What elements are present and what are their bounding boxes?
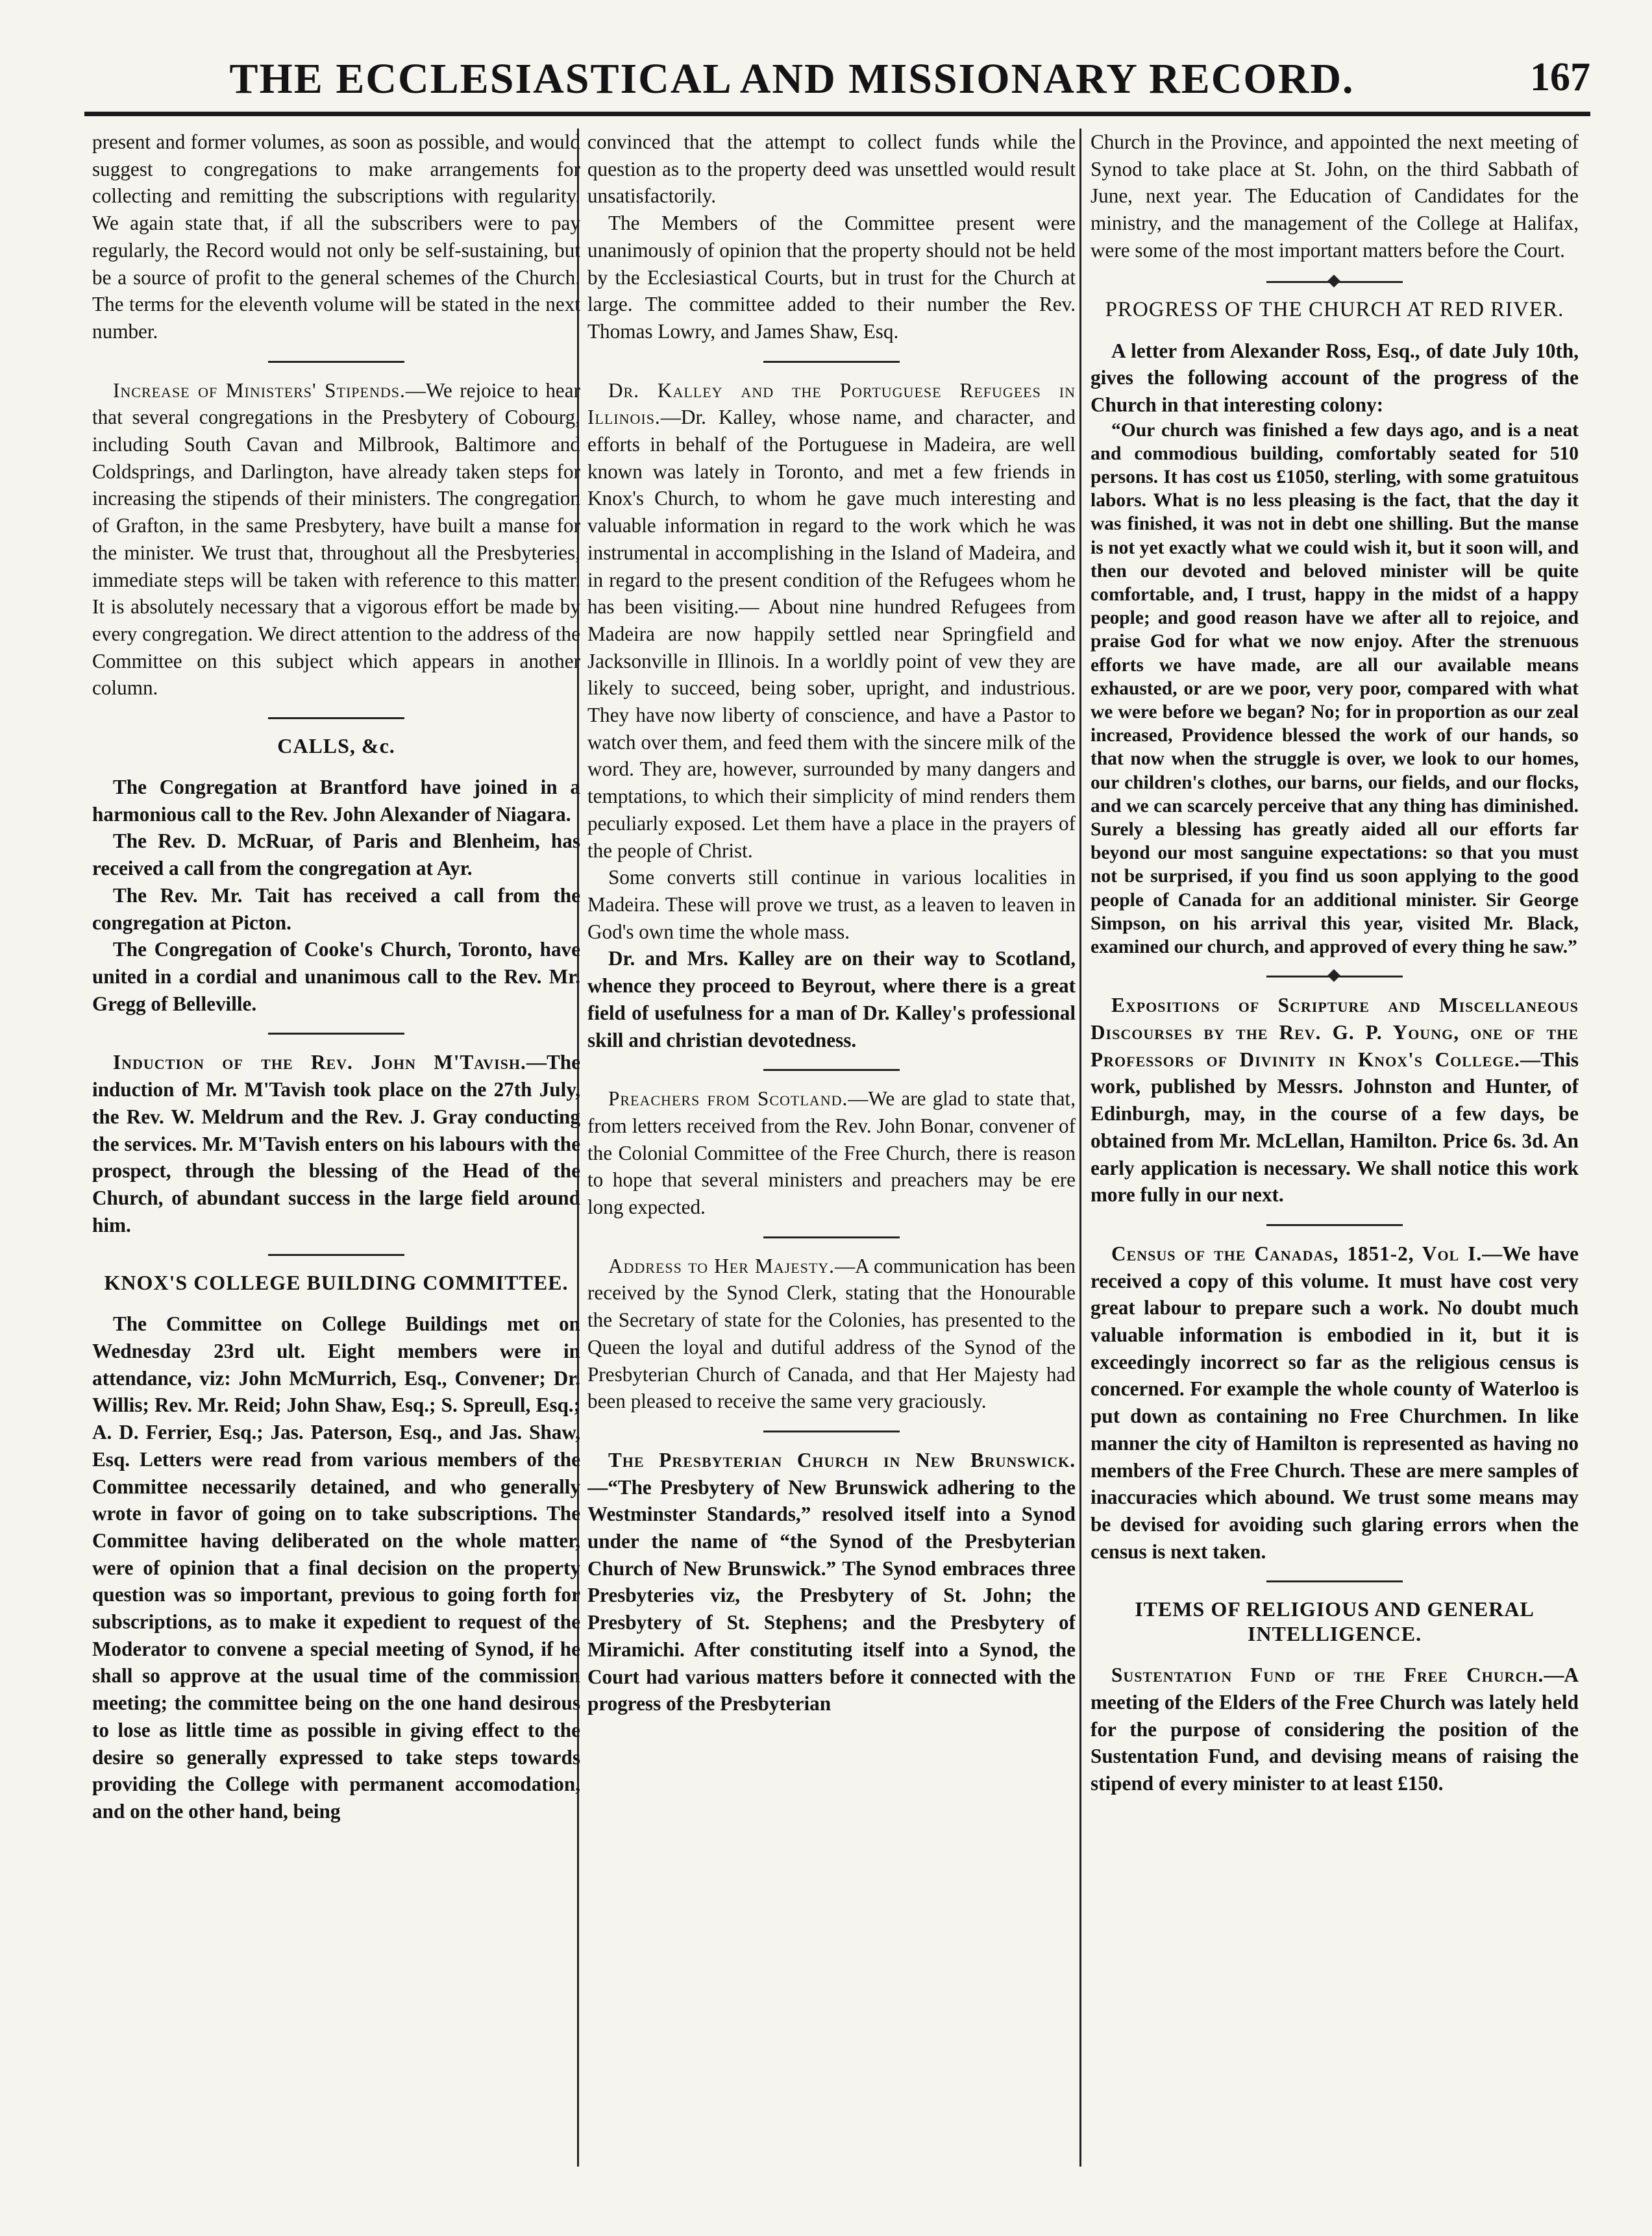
article-title: Address to Her Majesty.: [608, 1254, 835, 1277]
paragraph: A letter from Alexander Ross, Esq., of date July 10th, gives the following account of the progress of the Church in that interesting colony:: [1091, 339, 1579, 416]
section-divider: [763, 361, 900, 363]
article-expositions: [1091, 992, 1579, 1209]
article-body: —We have received a copy of this volume. It must have cost very great labour to prepare such a work. No doubt much valuable information is embodied in it, but it is exceedingly incorrect so far as the religious census is concerned. For example the whole county of Waterloo is put down as containing no Free Churchmen. In like manner the city of Hamilton is represented as having no members of the Free Church. These are mere samples of inaccuracies which abound. We trust some means may be devised for avoiding such glaring errors when the census is next taken.: [1091, 1242, 1579, 1563]
section-divider: [763, 1069, 900, 1071]
section-divider: [1266, 1224, 1403, 1226]
article-kalley: [587, 377, 1076, 865]
paragraph: present and former volumes, as soon as possible, and would suggest to congregations to make arrangements for collecting and remitting the subscriptions with regularity. We again state that, if all the subscribers were to pay regularly, the Record would not only be self-sustaining, but be a source of profit to the general schemes of the Church. The terms for the eleventh volume will be stated in the next number.: [92, 130, 580, 343]
paragraph: The Committee on College Buildings met on Wednesday 23rd ult. Eight members were in attendance, viz: John McMurrich, Esq., Convener; Dr. Willis; Rev. Mr. Reid; John Shaw, Esq.; S. Spreull, Esq.; A. D. Ferrier, Esq.; Jas. Paterson, Esq., and Jas. Shaw, Esq. Letters were read from various members of the Committee necessarily detained, and who generally wrote in favor of going on to take subscriptions. The Committee having deliberated on the whole matter, were of opinion that a final decision on the property question was so important, previous to going forth for subscriptions, as to make it expedient to request of the Moderator to convene a special meeting of Synod, if he shall so approve at the usual time of the commission meeting; the committee being on the one hand desirous to lose as little time as possible in giving effect to the desire so generally expressed to take steps towards providing the College with permanent accomodation, and on the other hand, being: [92, 1312, 580, 1823]
section-divider: [763, 1431, 900, 1432]
article-title: Sustentation Fund of the Free Church.: [1111, 1664, 1544, 1687]
section-heading: PROGRESS OF THE CHURCH AT RED RIVER.: [1105, 297, 1564, 321]
section-divider: [1266, 281, 1403, 283]
section-divider: [1266, 976, 1403, 977]
section-divider: [268, 1033, 404, 1035]
article-body: —We rejoice to hear that several congregations in the Presbytery of Cobourg, including South Cavan and Milbrook, Baltimore and Coldsprings, and Darlington, have already taken steps for increasing the stipends of their ministers. The congregation of Grafton, in the same Presbytery, have built a manse for the minister. We trust that, throughout all the Presbyteries, immediate steps will be taken with reference to this matter. It is absolutely necessary that a vigorous effort be made by every congregation. We direct attention to the address of the Committee on this subject which appears in another column.: [92, 378, 580, 700]
paragraph: Dr. and Mrs. Kalley are on their way to Scotland, whence they proceed to Beyrout, where there is a great field of usefulness for a man of Dr. Kalley's professional skill and christian devotedness.: [587, 947, 1076, 1051]
quoted-letter: “Our church was finished a few days ago, and is a neat and commodious building, comfortably seated for 510 persons. It has cost us £1050, sterling, with some gratuitous labors. What is no less pleasing is the fact, that the day it was finished, it was not in debt one shilling. But the manse is not yet exactly what we could wish it, but it soon will, and then our devoted and beloved minister will be quite comfortable, and, I trust, happy in the midst of a happy people; and good reason have we after all to rejoice, and praise God for what we now enjoy. After the strenuous efforts we have made, are all our available means exhausted, or are we poor, very poor, compared with what we were before we began? No; for in proportion as our zeal increased, Providence blessed the work of our hands, so that now when the struggle is over, we look to our homes, our children's clothes, our barns, our fields, and our flocks, and we can scarcely perceive that any thing has diminished. Surely a blessing has greatly aided all our efforts far beyond our most sanguine expectations: so that you must not be surprised, if you find us soon applying to the good people of Canada for an additional minister. Sir George Simpson, on his arrival this year, visited Mr. Black, examined our church, and approved of every thing he saw.”: [1091, 419, 1579, 958]
section-heading: CALLS, &c.: [277, 734, 395, 758]
article-address: [587, 1253, 1076, 1415]
section-heading: ITEMS OF RELIGIOUS AND GENERAL INTELLIGENCE.: [1135, 1597, 1535, 1646]
paragraph: The Members of the Committee present were unanimously of opinion that the property should not be held by the Ecclesiastical Courts, but in trust for the Church at large. The committee added to their number the Rev. Thomas Lowry, and James Shaw, Esq.: [587, 212, 1076, 343]
article-new-brunswick: [587, 1447, 1076, 1717]
article-induction: [92, 1049, 580, 1238]
page-header: [84, 45, 1590, 117]
paragraph: Some converts still continue in various localities in Madeira. These will prove we trust, as a leaven to leaven in God's own time the whole mass.: [587, 866, 1076, 943]
article-title: Preachers from Scotland.: [608, 1087, 848, 1111]
article-body: —A meeting of the Elders of the Free Church was lately held for the purpose of considering the position of the Sustentation Fund, and devising means of raising the stipend of every minister to at least £150.: [1091, 1664, 1579, 1795]
article-preachers: [587, 1085, 1076, 1221]
section-divider: [1266, 1580, 1403, 1582]
article-body: —“The Presbytery of New Brunswick adhering to the Westminster Standards,” resolved itself into a Synod under the name of “the Synod of the Presbyterian Church of New Brunswick.” The Synod embraces three Presbyteries viz, the Presbytery of St. John; the Presbytery of St. Stephens; and the Presbytery of Miramichi. After constituting itself into a Synod, the Court had various matters before it connected with the progress of the Presbyterian: [587, 1475, 1076, 1715]
section-heading: KNOX'S COLLEGE BUILDING COMMITTEE.: [104, 1271, 569, 1295]
article-title: The Presbyterian Church in New Brunswick.: [608, 1448, 1076, 1471]
article-title: Dr. Kalley and the Portuguese Refugees in Illinois.: [587, 378, 1076, 429]
paragraph: Church in the Province, and appointed the next meeting of Synod to take place at St. John, on the third Sabbath of June, next year. The Education of Candidates for the ministry, and the management of the College at Halifax, were some of the most important matters before the Court.: [1091, 130, 1579, 262]
section-divider: [268, 1254, 404, 1256]
column-right: [1091, 129, 1579, 2186]
column-left: [92, 129, 580, 2186]
article-body: —Dr. Kalley, whose name, and character, and efforts in behalf of the Portuguese in Madeira, are well known was lately in Toronto, and met a few friends in Knox's Church, to whom he gave much interesting and valuable information in regard to the work which he was instrumental in accomplishing in the Island of Madeira, and in regard to the present condition of the Refugees whom he has been visiting.— About nine hundred Refugees from Madeira are now happily settled near Springfield and Jacksonville in Illinois. In a worldly point of vew they are likely to succeed, being sober, upright, and industrious. They have now liberty of conscience, and have a Pastor to watch over them, and feed them with the sincere milk of the word. They are, however, surrounded by many dangers and temptations, to which their simplicity of mind renders them peculiarly exposed. Let them have a place in the prayers of the people of Christ.: [587, 406, 1076, 862]
section-divider: [268, 361, 404, 363]
section-divider: [268, 717, 404, 719]
article-sustentation: [1091, 1662, 1579, 1797]
call-item: The Congregation of Cooke's Church, Toronto, have united in a cordial and unanimous call to the Rev. Mr. Gregg of Belleville.: [92, 938, 580, 1015]
call-item: The Rev. D. McRuar, of Paris and Blenheim, has received a call from the congregation at Ayr.: [92, 829, 580, 880]
article-stipends: [92, 377, 580, 702]
page-number: 167: [1530, 55, 1590, 99]
call-item: The Congregation at Brantford have joined in a harmonious call to the Rev. John Alexander of Niagara.: [92, 776, 580, 826]
article-body: —This work, published by Messrs. Johnston and Hunter, of Edinburgh, may, in the course of a few days, be obtained from Mr. McLellan, Hamilton. Price 6s. 3d. An early application is necessary. We shall notice this work more fully in our next.: [1091, 1048, 1579, 1207]
article-title: Increase of Ministers' Stipends.: [113, 378, 406, 402]
article-title: Census of the Canadas, 1851-2, Vol I.: [1111, 1242, 1483, 1265]
article-body: —The induction of Mr. M'Tavish took place on the 27th July, the Rev. W. Meldrum and the Rev. J. Gray conducting the services. Mr. M'Tavish enters on his labours with the prospect, through the blessing of the Head of the Church, of abundant success in the large field around him.: [92, 1051, 580, 1236]
running-title: THE ECCLESIASTICAL AND MISSIONARY RECORD.: [229, 55, 1355, 103]
column-middle: [587, 129, 1076, 2186]
article-census: [1091, 1240, 1579, 1565]
section-divider: [763, 1236, 900, 1238]
paragraph: convinced that the attempt to collect funds while the question as to the property deed was unsettled would result unsatisfactorily.: [587, 130, 1076, 208]
header-rule: [84, 112, 1590, 116]
article-title: Induction of the Rev. John M'Tavish.: [113, 1051, 526, 1074]
article-body: —A communication has been received by the Synod Clerk, stating that the Honourable the Secretary of state for the Colonies, has presented to the Queen the loyal and dutiful address of the Synod of the Presbyterian Church of Canada, and that Her Majesty had been pleased to receive the same very graciously.: [587, 1254, 1076, 1413]
article-title: Expositions of Scripture and Miscellaneous Discourses by the Rev. G. P. Young, one of the Professors of Divinity in Knox's College.: [1091, 994, 1579, 1071]
column-rule: [1079, 129, 1081, 2167]
article-body: —We are glad to state that, from letters received from the Rev. John Bonar, convener of the Colonial Committee of the Free Church, there is reason to hope that several ministers and preachers may be ere long expected.: [587, 1087, 1076, 1219]
call-item: The Rev. Mr. Tait has received a call from the congregation at Picton.: [92, 883, 580, 934]
